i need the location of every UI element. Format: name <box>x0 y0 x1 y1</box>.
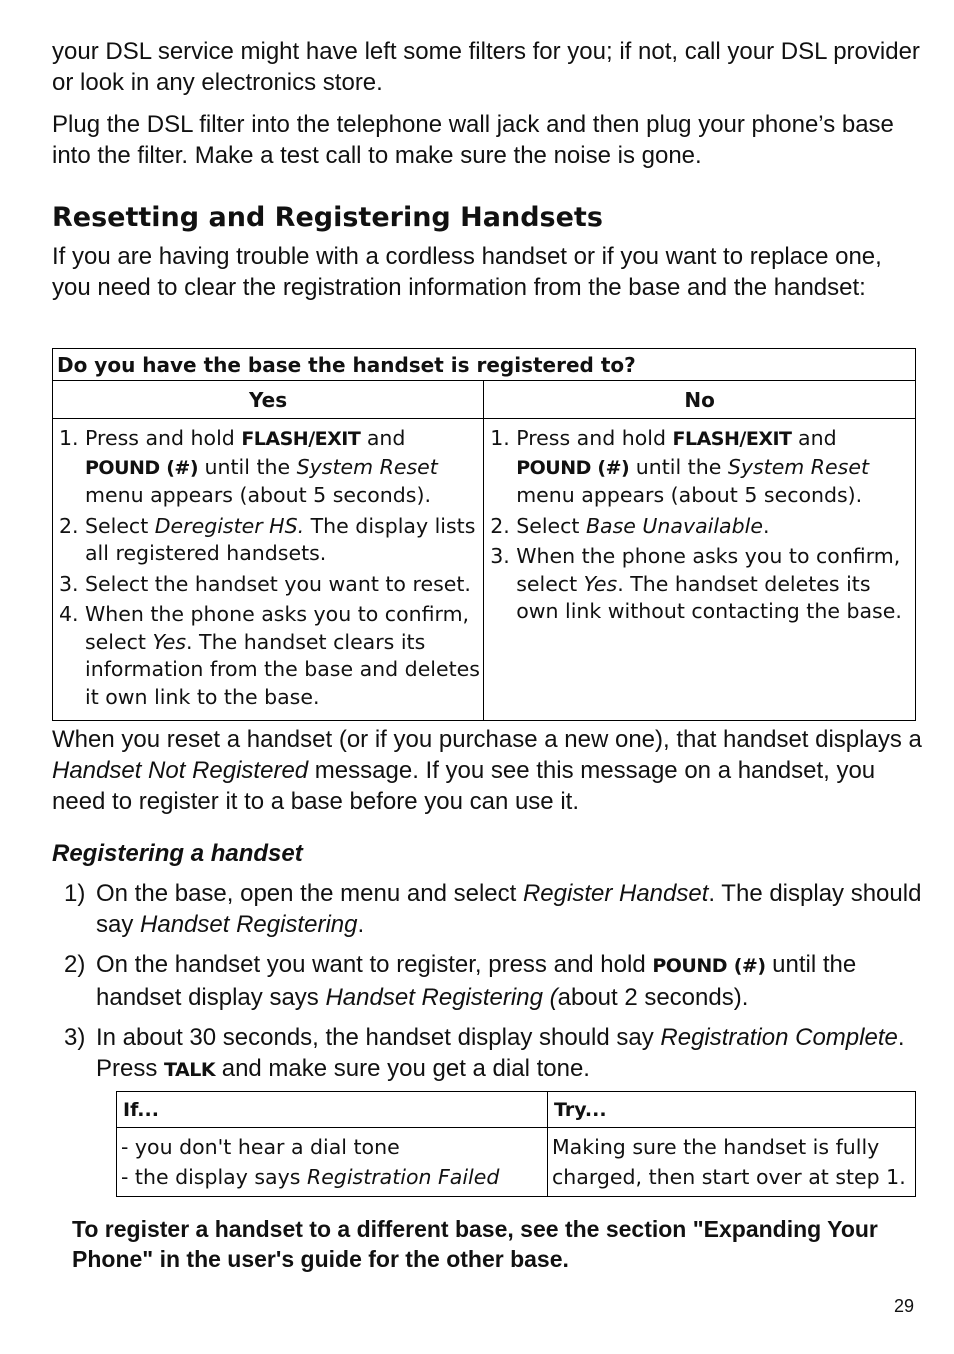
troubleshoot-if-cell <box>117 1128 548 1197</box>
key-pound: POUND <box>85 456 160 479</box>
intro-paragraph-1: your DSL service might have left some filters for you; if not, call your DSL provider or look in any electronics store. <box>52 38 920 96</box>
key-hash: (#) <box>166 456 199 479</box>
if-line-2: - the display says Registration Failed <box>121 1165 500 1189</box>
key-talk: TALK <box>164 1059 216 1081</box>
after-reset-paragraph: When you reset a handset (or if you purchase a new one), that handset displays a Handset Not Registered message. If you see this message on a handset, you need to register it to a base before you can use it. <box>52 726 922 815</box>
key-hash: (#) <box>597 456 630 479</box>
register-step-1: 1) On the base, open the menu and select Register Handset. The display should say Handset Registering. <box>64 880 922 938</box>
yes-steps-cell <box>53 419 484 721</box>
reset-table <box>52 348 916 721</box>
register-steps-list <box>52 878 922 1095</box>
yes-step-2: 2. Select Deregister HS. The display lists all registered handsets. <box>59 513 476 565</box>
subsection-title: Registering a handset <box>52 840 303 867</box>
key-exit: EXIT <box>314 428 361 450</box>
other-base-note: To register a handset to a different base, see the section "Expanding Your Phone" in the user's guide for the other base. <box>72 1216 878 1272</box>
no-step-1: 1. Press and hold FLASH/EXIT and POUND (#) until the System Reset menu appears (about 5 seconds). <box>490 426 869 507</box>
register-step-2: 2) On the handset you want to register, press and hold POUND (#) until the handset display says Handset Registering (about 2 seconds). <box>64 951 857 1011</box>
yes-step-3: 3. Select the handset you want to reset. <box>59 571 471 596</box>
reset-table-question: Do you have the base the handset is registered to? <box>53 349 916 381</box>
troubleshoot-table <box>116 1091 916 1197</box>
no-steps-cell <box>484 419 916 721</box>
reset-table-col-yes: Yes <box>53 381 484 419</box>
key-exit: EXIT <box>745 428 792 450</box>
key-flash: FLASH <box>241 428 309 450</box>
section-intro: If you are having trouble with a cordless handset or if you want to replace one, you need to clear the registration information from the base and the handset: <box>52 243 882 301</box>
key-pound: POUND <box>516 456 591 479</box>
key-pound: POUND <box>652 955 728 977</box>
register-step-3: 3) In about 30 seconds, the handset display should say Registration Complete. Press TALK and make sure you get a dial tone. <box>64 1024 905 1082</box>
intro-paragraph-2: Plug the DSL filter into the telephone wall jack and then plug your phone’s base into the filter. Make a test call to make sure the noise is gone. <box>52 111 894 169</box>
no-step-2: 2. Select Base Unavailable. <box>490 513 770 538</box>
key-flash: FLASH <box>672 428 740 450</box>
yes-step-4: 4. When the phone asks you to confirm, select Yes. The handset clears its information from the base and deletes it own link to the base. <box>59 602 480 709</box>
no-steps-list <box>490 425 915 626</box>
yes-step-1: 1. Press and hold FLASH/EXIT and POUND (#) until the System Reset menu appears (about 5 seconds). <box>59 426 438 507</box>
key-hash: (#) <box>733 955 766 977</box>
reset-table-col-no: No <box>484 381 916 419</box>
troubleshoot-col-try: Try... <box>548 1092 916 1128</box>
section-title: Resetting and Registering Handsets <box>52 202 603 233</box>
no-step-3: 3. When the phone asks you to confirm, select Yes. The handset deletes its own link without contacting the base. <box>490 544 902 623</box>
troubleshoot-try-cell: Making sure the handset is fully charged, then start over at step 1. <box>548 1128 916 1197</box>
page-number: 29 <box>893 1296 914 1316</box>
yes-steps-list <box>59 425 483 711</box>
if-line-1: - you don't hear a dial tone <box>121 1135 400 1159</box>
troubleshoot-col-if: If... <box>117 1092 548 1128</box>
